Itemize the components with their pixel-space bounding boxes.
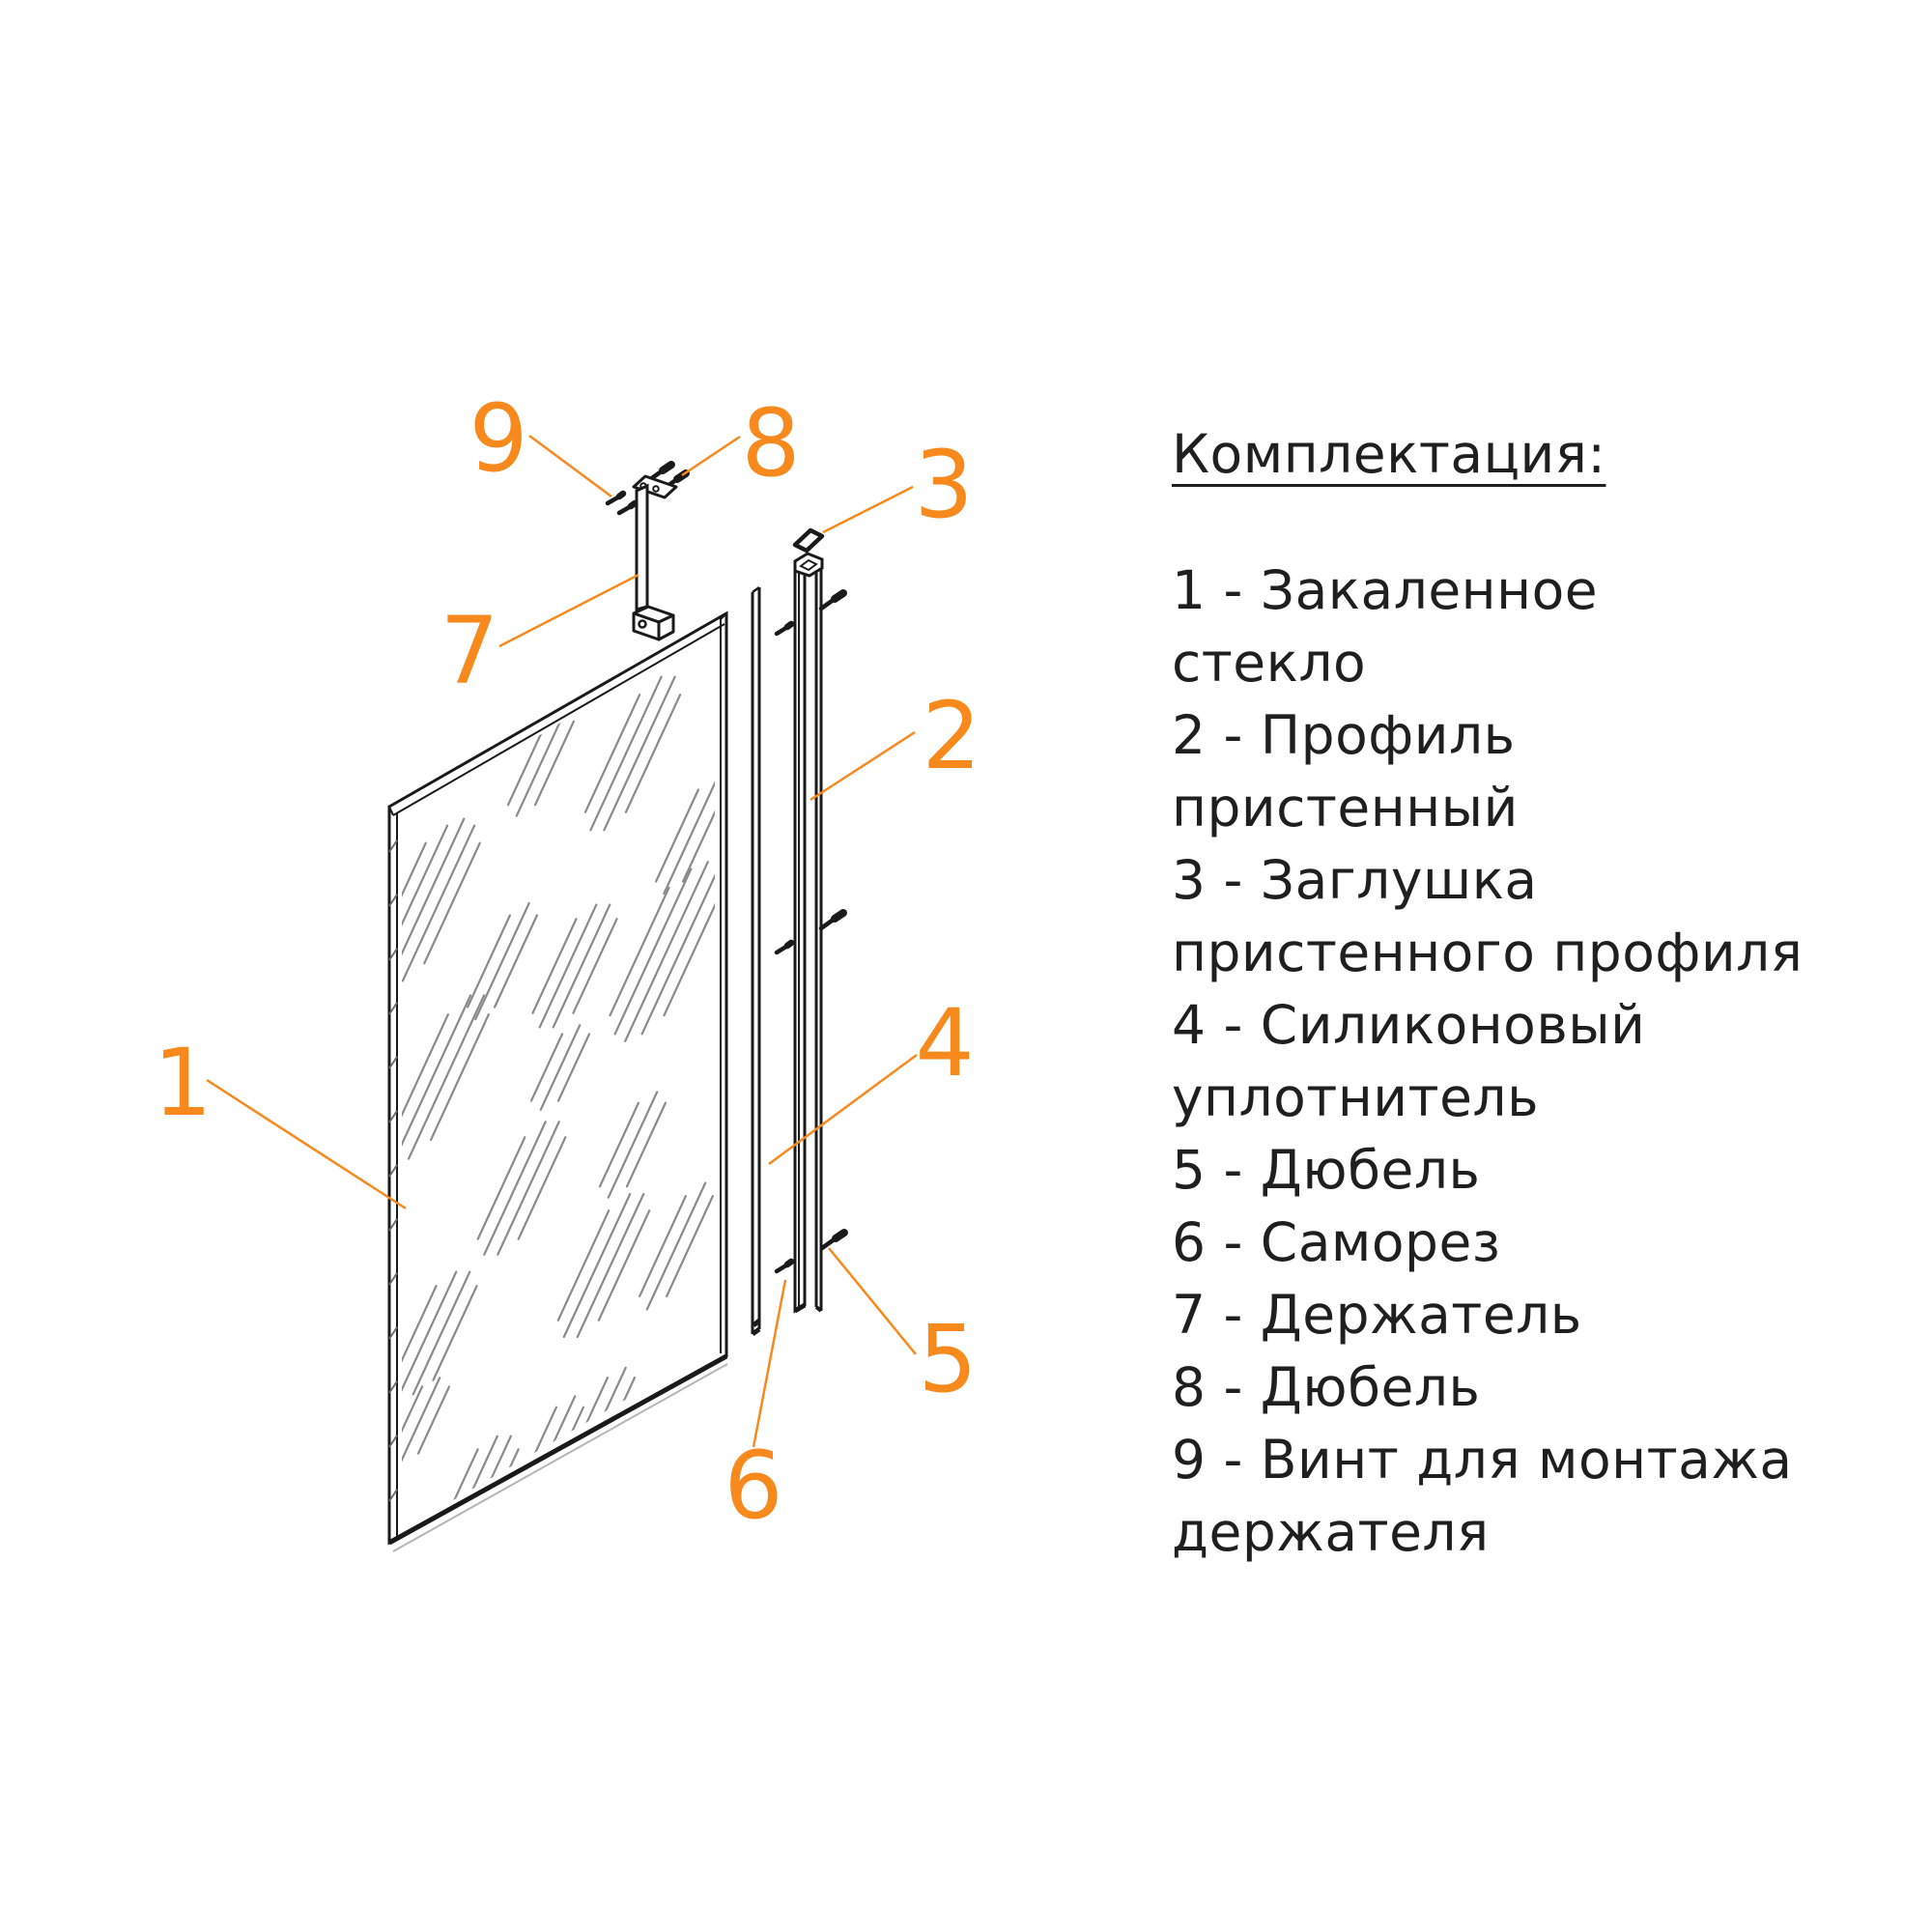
leader-7 bbox=[499, 575, 639, 646]
screw-icon bbox=[777, 624, 791, 634]
callout-5: 5 bbox=[918, 1305, 978, 1413]
glass-panel bbox=[370, 613, 727, 1551]
callout-8: 8 bbox=[741, 389, 801, 497]
screw-icon bbox=[777, 1262, 791, 1271]
parts-list bbox=[1172, 418, 1809, 1569]
callout-7: 7 bbox=[440, 597, 499, 705]
leader-5 bbox=[829, 1248, 916, 1354]
callout-2: 2 bbox=[922, 682, 981, 790]
leader-2 bbox=[810, 732, 915, 800]
wall-profile bbox=[795, 554, 822, 1311]
parts-list-item: 4 - Силиконовый уплотнитель bbox=[1172, 994, 1646, 1128]
callout-9: 9 bbox=[469, 384, 528, 493]
parts-list-item: 5 - Дюбель bbox=[1172, 1139, 1481, 1201]
silicone-seal bbox=[753, 587, 759, 1334]
holder bbox=[634, 476, 676, 639]
screw-icon bbox=[619, 503, 635, 513]
profile-cap bbox=[795, 530, 822, 551]
parts-list-item: 8 - Дюбель bbox=[1172, 1356, 1481, 1418]
callout-3: 3 bbox=[914, 431, 974, 539]
parts-list-item: 7 - Держатель bbox=[1172, 1284, 1582, 1346]
dowel-icon bbox=[821, 913, 843, 928]
dowel-icon bbox=[821, 593, 843, 609]
parts-list-item: 3 - Заглушка пристенного профиля bbox=[1172, 849, 1804, 983]
leader-1 bbox=[207, 1080, 406, 1208]
parts-list-item: 9 - Винт для монтажа держателя bbox=[1172, 1429, 1793, 1563]
leader-8 bbox=[682, 437, 740, 475]
callout-1: 1 bbox=[153, 1029, 213, 1137]
parts-list-item: 6 - Саморез bbox=[1172, 1211, 1501, 1273]
parts-list-title: Комплектация: bbox=[1172, 423, 1606, 485]
callout-4: 4 bbox=[915, 989, 975, 1097]
dowel-icon bbox=[822, 1233, 844, 1248]
leader-4 bbox=[769, 1055, 917, 1164]
parts-list-item: 1 - Закаленное стекло bbox=[1172, 559, 1599, 694]
leader-9 bbox=[529, 436, 611, 497]
leader-3 bbox=[823, 487, 913, 532]
parts-list-items bbox=[1172, 554, 1809, 1569]
screw-icon bbox=[777, 943, 791, 952]
callout-6: 6 bbox=[724, 1432, 783, 1540]
parts-list-item: 2 - Профиль пристенный bbox=[1172, 704, 1519, 838]
